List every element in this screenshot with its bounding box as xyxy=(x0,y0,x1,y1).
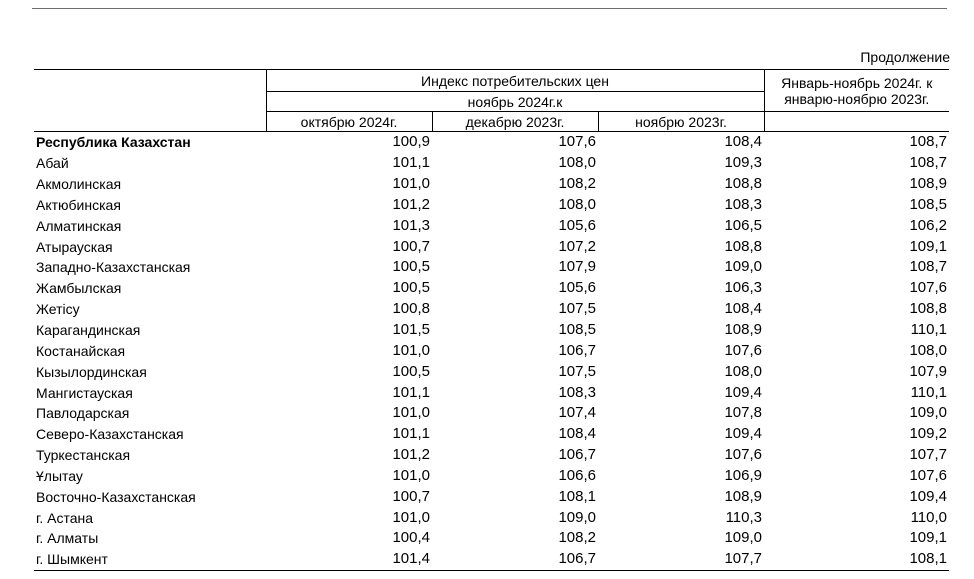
index-value: 106,7 xyxy=(432,549,598,570)
header-period: ноябрь 2024г.к xyxy=(266,92,764,112)
table-row xyxy=(34,528,949,549)
index-value: 106,6 xyxy=(558,466,596,484)
region-name: Туркестанская xyxy=(36,447,131,464)
index-value: 108,9 xyxy=(909,175,947,193)
index-value: 100,4 xyxy=(392,529,430,547)
table-row xyxy=(34,361,949,382)
index-value: 109,4 xyxy=(909,487,947,505)
table-body xyxy=(34,132,949,571)
index-value: 108,2 xyxy=(558,175,596,193)
table-row xyxy=(34,153,949,174)
region-name: Алматинская xyxy=(36,217,122,234)
header-corner xyxy=(34,70,266,132)
index-value: 108,8 xyxy=(724,175,762,193)
index-value: 107,9 xyxy=(558,258,596,276)
index-value: 107,6 xyxy=(909,279,947,297)
index-value: 109,4 xyxy=(724,383,762,401)
index-value: 109,0 xyxy=(909,404,947,422)
index-value: 108,4 xyxy=(724,300,762,318)
index-value: 105,6 xyxy=(558,279,596,297)
index-value: 100,7 xyxy=(392,237,430,255)
index-value: 100,5 xyxy=(392,258,430,276)
index-value: 108,4 xyxy=(724,133,762,151)
table-header xyxy=(34,70,949,132)
table-row xyxy=(34,236,949,257)
table-row xyxy=(34,424,949,445)
index-value: 108,8 xyxy=(909,300,947,318)
index-value: 108,8 xyxy=(724,237,762,255)
index-value: 109,1 xyxy=(909,237,947,255)
region-name: г. Астана xyxy=(36,509,94,526)
region-name: Акмолинская xyxy=(36,176,122,193)
region-name: Кызылординская xyxy=(36,363,147,380)
index-value: 101,5 xyxy=(392,321,430,339)
region-name: Жамбылская xyxy=(36,280,122,297)
cpi-table xyxy=(34,69,949,571)
index-value: 105,6 xyxy=(558,216,596,234)
index-value: 101,0 xyxy=(392,508,430,526)
index-value: 106,5 xyxy=(724,216,762,234)
index-value: 108,5 xyxy=(909,195,947,213)
index-value: 107,4 xyxy=(558,404,596,422)
top-divider xyxy=(32,8,947,9)
index-value: 101,4 xyxy=(266,549,432,570)
table-row xyxy=(34,445,949,466)
index-value: 107,7 xyxy=(598,549,764,570)
index-value: 107,6 xyxy=(724,446,762,464)
header-col-ytd-empty xyxy=(764,112,949,132)
index-value: 110,1 xyxy=(910,321,947,339)
table-row xyxy=(34,549,949,570)
table-row xyxy=(34,299,949,320)
index-value: 109,4 xyxy=(724,425,762,443)
index-value: 107,6 xyxy=(909,466,947,484)
region-name: Северо-Казахстанская xyxy=(36,426,184,443)
index-value: 101,0 xyxy=(392,466,430,484)
table-row xyxy=(34,215,949,236)
index-value: 108,1 xyxy=(558,487,596,505)
table-row xyxy=(34,174,949,195)
index-value: 106,9 xyxy=(724,466,762,484)
index-value: 107,9 xyxy=(909,362,947,380)
index-value: 108,7 xyxy=(909,154,947,172)
index-value: 100,5 xyxy=(392,279,430,297)
index-value: 108,7 xyxy=(909,133,947,151)
index-value: 108,9 xyxy=(724,487,762,505)
index-value: 109,1 xyxy=(909,529,947,547)
index-value: 107,5 xyxy=(558,300,596,318)
table-row xyxy=(34,486,949,507)
index-value: 107,8 xyxy=(724,404,762,422)
region-name: Жетісу xyxy=(36,301,80,318)
index-value: 108,5 xyxy=(558,321,596,339)
index-value: 108,2 xyxy=(558,529,596,547)
region-name: Мангистауская xyxy=(36,384,133,401)
header-ytd-title: Январь-ноябрь 2024г. к январю-ноябрю 2023г. xyxy=(764,70,949,112)
continuation-label: Продолжение xyxy=(860,49,950,65)
index-value: 110,1 xyxy=(910,383,947,401)
index-value: 100,5 xyxy=(392,362,430,380)
index-value: 110,3 xyxy=(725,508,762,526)
index-value: 107,7 xyxy=(909,446,947,464)
index-value: 108,4 xyxy=(558,425,596,443)
region-name: Ұлытау xyxy=(36,467,83,484)
region-name: Атырауская xyxy=(36,238,113,255)
table-row xyxy=(34,466,949,487)
table-row xyxy=(34,507,949,528)
header-col-november: ноябрю 2023г. xyxy=(598,112,764,132)
index-value: 107,6 xyxy=(558,133,596,151)
index-value: 106,3 xyxy=(724,279,762,297)
index-value: 109,0 xyxy=(724,529,762,547)
header-cpi-title: Индекс потребительских цен xyxy=(266,70,764,92)
index-value: 101,0 xyxy=(392,341,430,359)
table-row xyxy=(34,195,949,216)
index-value: 100,7 xyxy=(392,487,430,505)
region-name: Костанайская xyxy=(36,342,126,359)
table-row xyxy=(34,382,949,403)
index-value: 101,2 xyxy=(392,195,430,213)
index-value: 101,2 xyxy=(392,446,430,464)
index-value: 101,0 xyxy=(392,404,430,422)
index-value: 106,2 xyxy=(909,216,947,234)
index-value: 109,3 xyxy=(724,154,762,172)
index-value: 110,0 xyxy=(910,508,947,526)
region-name: г. Шымкент xyxy=(34,549,266,570)
header-col-october: октябрю 2024г. xyxy=(266,112,432,132)
table-row xyxy=(34,278,949,299)
index-value: 109,0 xyxy=(558,508,596,526)
table-row xyxy=(34,320,949,341)
table-row xyxy=(34,132,949,153)
index-value: 109,2 xyxy=(909,425,947,443)
index-value: 108,0 xyxy=(909,341,947,359)
index-value: 101,1 xyxy=(392,154,430,172)
index-value: 100,9 xyxy=(392,133,430,151)
region-name: Актюбинская xyxy=(36,196,121,213)
table-row xyxy=(34,403,949,424)
index-value: 101,1 xyxy=(392,425,430,443)
index-value: 101,0 xyxy=(392,175,430,193)
index-value: 106,7 xyxy=(558,341,596,359)
index-value: 108,7 xyxy=(909,258,947,276)
index-value: 107,5 xyxy=(558,362,596,380)
index-value: 107,2 xyxy=(558,237,596,255)
index-value: 101,1 xyxy=(392,383,430,401)
index-value: 108,0 xyxy=(558,195,596,213)
index-value: 106,7 xyxy=(558,446,596,464)
index-value: 100,8 xyxy=(392,300,430,318)
region-name: Павлодарская xyxy=(36,405,130,422)
table-row xyxy=(34,340,949,361)
index-value: 108,3 xyxy=(558,383,596,401)
index-value: 108,0 xyxy=(558,154,596,172)
index-value: 101,3 xyxy=(392,216,430,234)
index-value: 107,6 xyxy=(724,341,762,359)
region-name: Западно-Казахстанская xyxy=(36,259,191,276)
index-value: 108,9 xyxy=(724,321,762,339)
index-value: 108,1 xyxy=(764,549,949,570)
index-value: 109,0 xyxy=(724,258,762,276)
table-row xyxy=(34,257,949,278)
region-name: г. Алматы xyxy=(36,530,99,547)
region-name: Республика Казахстан xyxy=(36,134,191,151)
region-name: Абай xyxy=(36,155,69,172)
index-value: 108,3 xyxy=(724,195,762,213)
region-name: Восточно-Казахстанская xyxy=(36,488,196,505)
header-col-december: декабрю 2023г. xyxy=(432,112,598,132)
region-name: Карагандинская xyxy=(36,322,141,339)
index-value: 108,0 xyxy=(724,362,762,380)
